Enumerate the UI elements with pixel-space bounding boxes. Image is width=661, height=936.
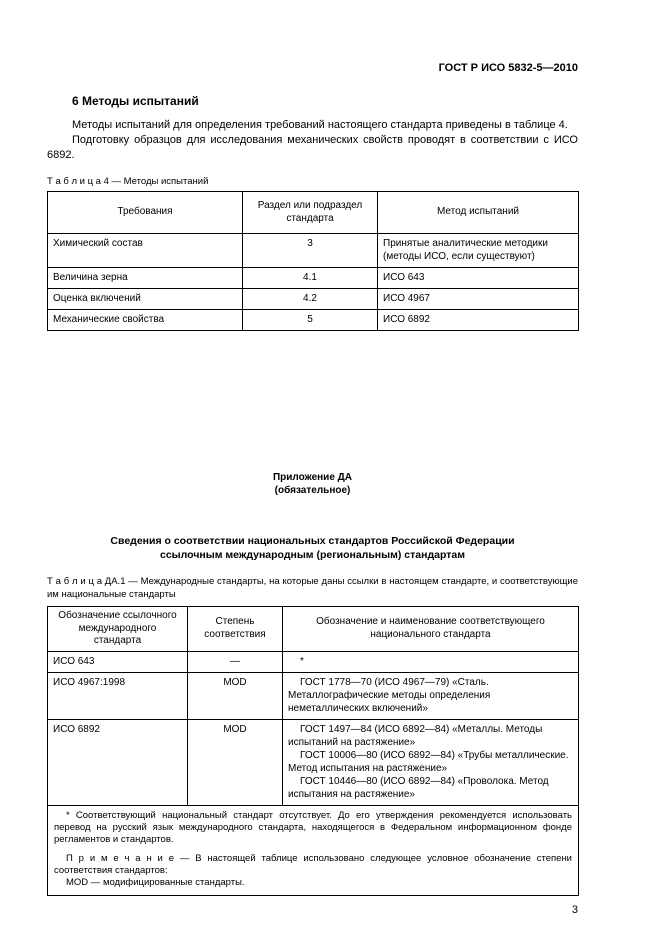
section-heading: 6 Методы испытаний xyxy=(72,94,199,108)
method-cell: ИСО 6892 xyxy=(378,310,579,331)
column-header: Требования xyxy=(48,192,243,234)
degree-cell: — xyxy=(188,651,283,672)
column-header: Обозначение ссылочного международного стандарта xyxy=(48,607,188,652)
gost-entry: ГОСТ 10006—80 (ИСО 6892—84) «Трубы металлические. Метод испытания на растяжение» xyxy=(288,749,569,774)
requirement-cell: Химический состав xyxy=(48,234,243,268)
table-row xyxy=(48,719,579,805)
table-row xyxy=(48,289,579,310)
section-cell: 4.2 xyxy=(243,289,378,310)
annex-title: Приложение ДА xyxy=(272,472,353,484)
method-cell: Принятые аналитические методики (методы ИСО, если существуют) xyxy=(378,234,579,268)
column-header: Раздел или подраздел стандарта xyxy=(243,192,378,234)
note-item: MOD — модифицированные стандарты. xyxy=(66,877,245,889)
test-methods-table xyxy=(47,191,579,331)
section-cell: 5 xyxy=(243,310,378,331)
correspondence-table xyxy=(47,606,579,896)
document-page xyxy=(47,0,578,916)
table4-caption: Т а б л и ц а 4 — Методы испытаний xyxy=(47,175,209,187)
standard-cell: ИСО 4967:1998 xyxy=(48,672,188,719)
requirement-cell: Величина зерна xyxy=(48,268,243,289)
column-header: Степень соответствия xyxy=(188,607,283,652)
national-standard-cell xyxy=(283,651,579,672)
paragraph: Методы испытаний для определения требований настоящего стандарта приведены в таблице 4. xyxy=(72,119,568,131)
tableDA1-caption: Т а б л и ц а ДА.1 — Международные стандарты, на которые даны ссылки в настоящем стандарте, и соответствующие им национальные стандарты xyxy=(47,576,578,601)
paragraph: Подготовку образцов для исследования механических свойств проводят в соответствии с ИСО 6892. xyxy=(47,133,578,161)
table-row xyxy=(48,672,579,719)
table-row xyxy=(48,310,579,331)
annex-subtitle: (обязательное) xyxy=(274,485,351,497)
national-standard-cell xyxy=(283,719,579,805)
section-cell: 4.1 xyxy=(243,268,378,289)
national-standard-cell xyxy=(283,672,579,719)
table-row xyxy=(48,651,579,672)
table-footnote-row xyxy=(48,805,579,895)
column-header: Обозначение и наименование соответствующего национального стандарта xyxy=(283,607,579,652)
note: П р и м е ч а н и е — В настоящей таблице использовано следующее условное обозначение степени соответствия стандартов: xyxy=(54,852,572,876)
gost-entry: ГОСТ 1778—70 (ИСО 4967—79) «Сталь. Металлографические методы определения неметаллических включений» xyxy=(288,676,491,714)
table-header-row xyxy=(48,192,579,234)
standard-cell: ИСО 643 xyxy=(48,651,188,672)
doc-number: ГОСТ Р ИСО 5832-5—2010 xyxy=(438,62,578,74)
gost-entry: * xyxy=(300,655,304,667)
table-row xyxy=(48,234,579,268)
standard-cell: ИСО 6892 xyxy=(48,719,188,805)
method-cell: ИСО 643 xyxy=(378,268,579,289)
table-header-row xyxy=(48,607,579,652)
footnote: * Соответствующий национальный стандарт отсутствует. До его утверждения рекомендуется использовать перевод на русский язык международного стандарта, находящегося в Федеральном информационном фонде регламентов и стандартов. xyxy=(54,809,572,846)
page-number: 3 xyxy=(571,903,578,916)
degree-cell: MOD xyxy=(188,719,283,805)
requirement-cell: Механические свойства xyxy=(48,310,243,331)
gost-entry: ГОСТ 10446—80 (ИСО 6892—84) «Проволока. Метод испытания на растяжение» xyxy=(288,775,549,800)
column-header: Метод испытаний xyxy=(378,192,579,234)
section-cell: 3 xyxy=(243,234,378,268)
table-row xyxy=(48,268,579,289)
gost-entry: ГОСТ 1497—84 (ИСО 6892—84) «Металлы. Методы испытаний на растяжение» xyxy=(288,723,543,748)
annex-heading: Сведения о соответствии национальных стандартов Российской Федерации ссылочным международным (региональным) стандартам xyxy=(110,535,515,561)
degree-cell: MOD xyxy=(188,672,283,719)
requirement-cell: Оценка включений xyxy=(48,289,243,310)
footnote-cell xyxy=(48,805,579,895)
method-cell: ИСО 4967 xyxy=(378,289,579,310)
